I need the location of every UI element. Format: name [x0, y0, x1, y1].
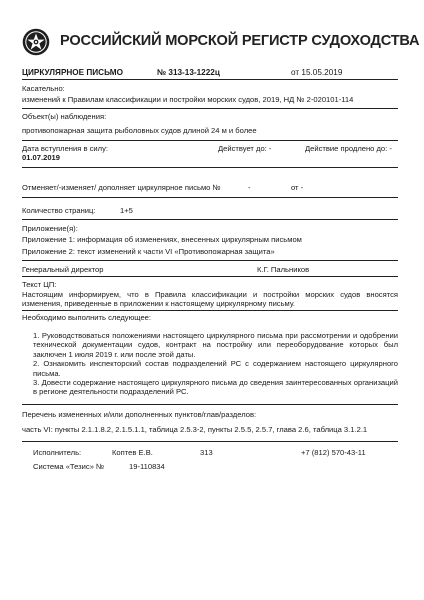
cancels-number: -	[248, 183, 251, 192]
text-body: Настоящим информируем, что в Правила классификации и постройки морских судов вносятся изменения, приведенные в приложении к настоящему циркулярному письму.	[22, 290, 398, 309]
objects-value: противопожарная защита рыболовных судов длиной 24 м и более	[22, 126, 257, 135]
list-item: 3. Довести содержание настоящего циркулярного письма до сведения заинтересованных организаций в регионе деятельности подразделений РС.	[33, 378, 398, 397]
appendix-item: Приложение 2: текст изменений к части VI «Противопожарная защита»	[22, 247, 275, 256]
divider	[22, 197, 398, 198]
pages-label: Количество страниц:	[22, 206, 96, 215]
executor-phone: +7 (812) 570-43-11	[301, 448, 366, 457]
letter-type-label: ЦИРКУЛЯРНОЕ ПИСЬМО	[22, 68, 123, 77]
org-title: РОССИЙСКИЙ МОРСКОЙ РЕГИСТР СУДОХОДСТВА	[60, 33, 420, 49]
changes-label: Перечень измененных и/или дополненных пунктов/глав/разделов:	[22, 410, 257, 419]
valid-until: Действует до: -	[218, 144, 272, 153]
signatory-name: К.Г. Пальников	[257, 265, 310, 274]
executor-name: Коптев Е.В.	[112, 448, 153, 457]
cancels-from: от -	[291, 183, 304, 192]
letter-date: от 15.05.2019	[291, 68, 343, 77]
divider	[22, 276, 398, 277]
appendix-item: Приложение 1: информация об изменениях, внесенных циркулярным письмом	[22, 235, 302, 244]
divider	[22, 108, 398, 109]
thesis-label: Система «Тезис» №	[33, 462, 105, 471]
divider	[22, 441, 398, 442]
divider	[22, 260, 398, 261]
rs-emblem-icon	[22, 28, 50, 56]
pages-value: 1+5	[120, 206, 133, 215]
divider	[22, 310, 398, 311]
executor-label: Исполнитель:	[33, 448, 82, 457]
signatory-role: Генеральный директор	[22, 265, 104, 274]
letter-number: № 313-13-1222ц	[157, 68, 220, 77]
executor-ext: 313	[200, 448, 213, 457]
effective-date-label: Дата вступления в силу:	[22, 144, 108, 153]
thesis-value: 19-110834	[129, 462, 165, 471]
list-item: 1. Руководствоваться положениями настоящего циркулярного письма при рассмотрении и одобрении технической документации судов, контракт на постройку или переоборудование которых был заключен 1 июля 2019 г. или после этой даты.	[33, 331, 398, 359]
rs-logo	[22, 28, 50, 56]
divider	[22, 167, 398, 168]
effective-date-value: 01.07.2019	[22, 153, 61, 162]
divider	[22, 79, 398, 80]
list-item: 2. Ознакомить инспекторский состав подразделений РС с содержанием настоящего циркулярного письма.	[33, 359, 398, 378]
divider	[22, 219, 398, 220]
appendices-label: Приложение(я):	[22, 224, 78, 233]
text-label: Текст ЦП:	[22, 280, 57, 289]
extended-until: Действие продлено до: -	[305, 144, 392, 153]
cancels-label: Отменяет/-изменяет/ дополняет циркулярное письмо №	[22, 183, 221, 192]
objects-label: Объект(ы) наблюдения:	[22, 112, 107, 121]
actions-label: Необходимо выполнить следующее:	[22, 313, 152, 322]
divider	[22, 404, 398, 405]
actions-list	[33, 331, 398, 397]
changes-value: часть VI: пункты 2.1.1.8.2, 2.1.5.1.1, таблица 2.5.3-2, пункты 2.5.5, 2.5.7, глава 2.6, таблица 3.1.2.1	[22, 425, 368, 434]
subject-value: изменений к Правилам классификации и постройки морских судов, 2019, НД № 2-020101-114	[22, 95, 354, 104]
subject-label: Касательно:	[22, 84, 65, 93]
divider	[22, 140, 398, 141]
